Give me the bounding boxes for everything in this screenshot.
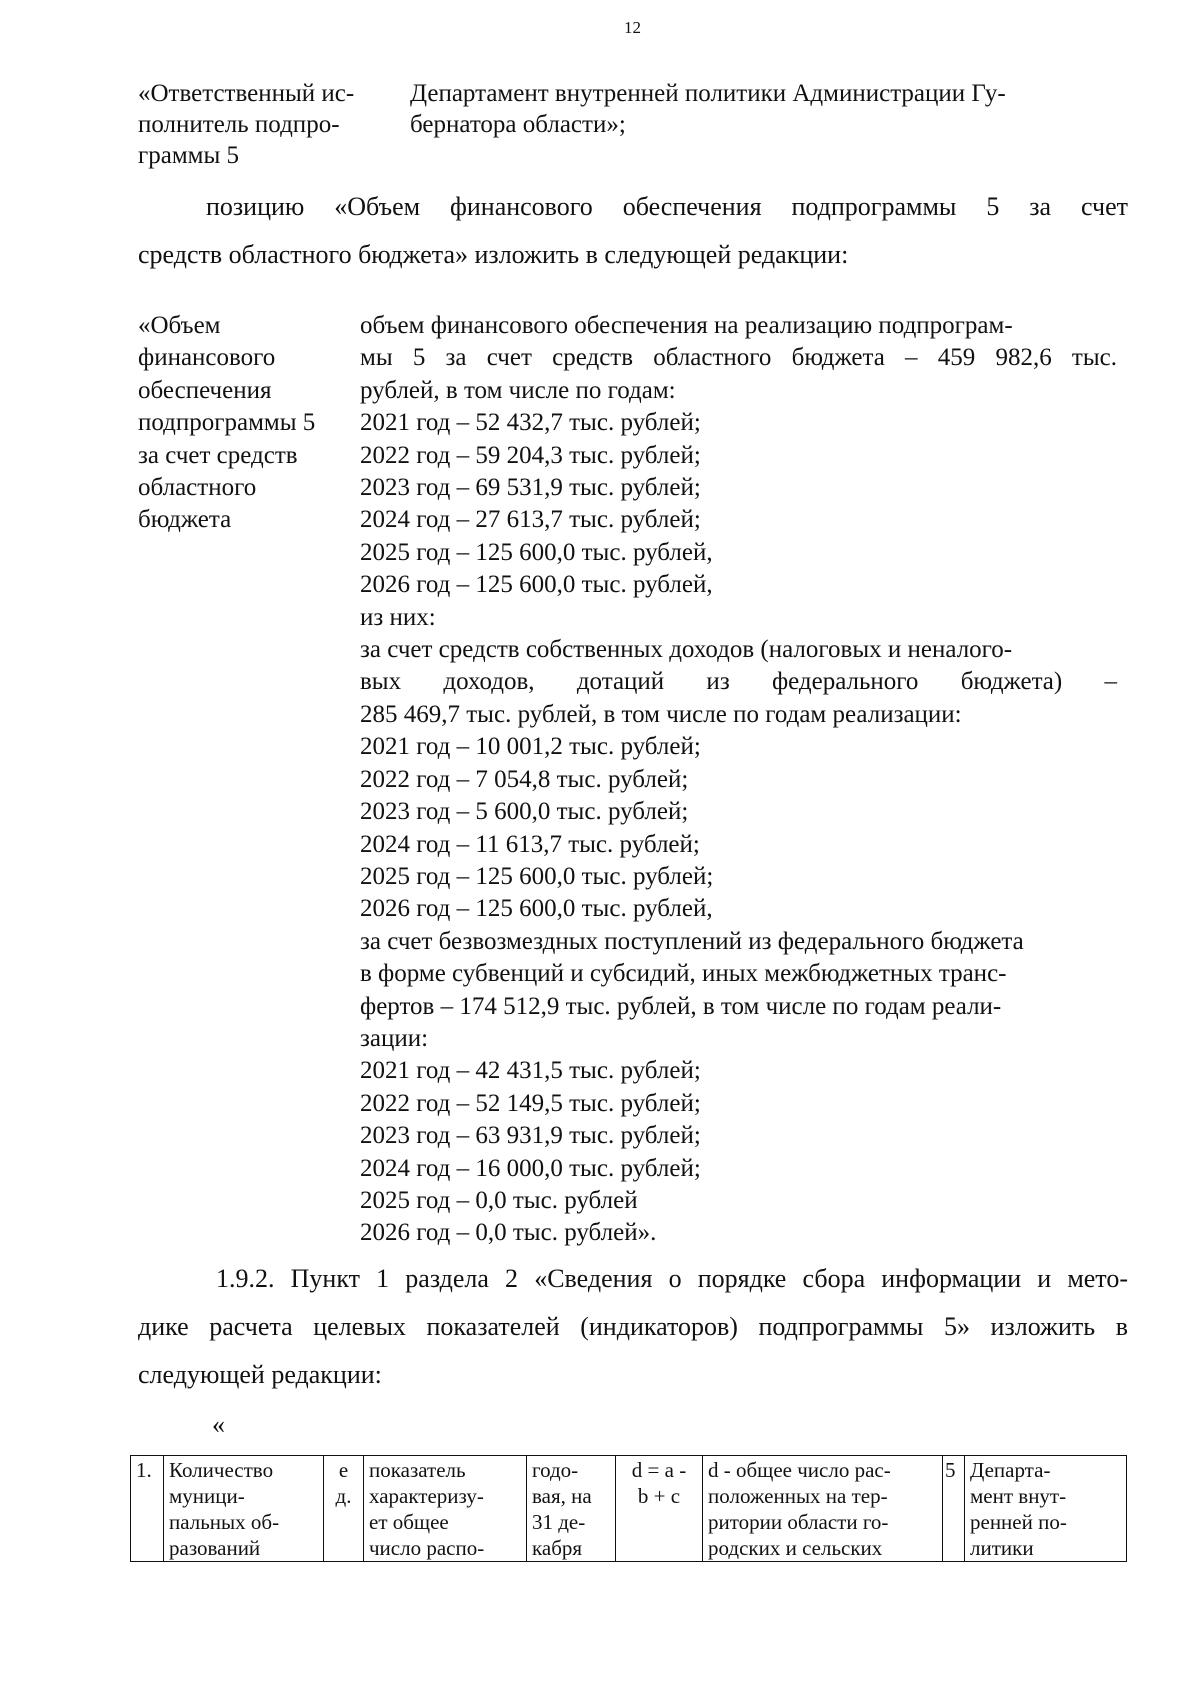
intro-paragraph: [138, 183, 1128, 279]
opening-quote: «: [212, 1410, 225, 1439]
value-line: Департамент внутренней политики Администрации Гу-: [410, 80, 1006, 107]
financing-line: 2021 год – 10 001,2 тыс. рублей;: [360, 733, 701, 761]
unit-cell: [324, 1456, 364, 1562]
cell-line: d = a -: [631, 1458, 687, 1482]
cell-line: Департа-: [970, 1458, 1051, 1482]
item-paragraph: [138, 1255, 1128, 1399]
financing-line: 2026 год – 125 600,0 тыс. рублей,: [360, 571, 713, 599]
cell-line: мент внут-: [970, 1484, 1067, 1508]
financing-line: из них:: [360, 603, 436, 631]
label-line: областного: [138, 474, 257, 502]
cell-line: муници-: [169, 1484, 245, 1508]
financing-line: 2024 год – 27 613,7 тыс. рублей;: [360, 506, 701, 534]
financing-line: рублей, в том числе по годам:: [360, 376, 676, 404]
cell-line: ренней по-: [970, 1510, 1067, 1534]
cell-line: кабря: [532, 1536, 583, 1560]
label-line: бюджета: [138, 506, 232, 534]
financing-line: 2021 год – 42 431,5 тыс. рублей;: [360, 1057, 701, 1085]
indicator-name-cell: [164, 1456, 324, 1562]
financing-line: в форме субвенций и субсидий, иных межбюджетных транс-: [360, 960, 1007, 988]
financing-line: 2022 год – 59 204,3 тыс. рублей;: [360, 441, 701, 469]
label-line: обеспечения: [138, 376, 272, 404]
cell-line: b + c: [637, 1484, 681, 1508]
cell-line: годо-: [532, 1458, 579, 1482]
cell-line: ет общее: [369, 1510, 449, 1534]
financing-line: 2025 год – 125 600,0 тыс. рублей;: [360, 862, 714, 890]
row-number-cell: 1.: [131, 1456, 164, 1562]
financing-line: 2024 год – 11 613,7 тыс. рублей;: [360, 830, 700, 858]
cell-line: е: [338, 1458, 349, 1482]
financing-label: [138, 310, 348, 537]
paragraph-line: средств областного бюджета» изложить в следующей редакции:: [138, 240, 849, 269]
cell-line: показатель: [369, 1458, 466, 1482]
label-line: финансового: [138, 344, 276, 372]
label-line: «Ответственный ис-: [138, 80, 355, 107]
cell-line: д.: [335, 1484, 352, 1508]
financing-line: 2026 год – 0,0 тыс. рублей».: [360, 1219, 657, 1247]
table-row: [131, 1456, 1127, 1562]
cell-line: ритории области го-: [708, 1510, 889, 1534]
cell-line: разований: [169, 1536, 261, 1560]
financing-line: объем финансового обеспечения на реализацию подпрограм-: [360, 312, 1013, 339]
financing-line: 2022 год – 52 149,5 тыс. рублей;: [360, 1089, 701, 1117]
responsible-executor-value: [410, 78, 1130, 140]
financing-line: фертов – 174 512,9 тыс. рублей, в том числе по годам реали-: [360, 992, 1002, 1020]
financing-line: за счет средств собственных доходов (налоговых и неналого-: [360, 636, 1013, 664]
cell-line: 31 де-: [532, 1510, 586, 1534]
paragraph-line: дике расчета целевых показателей (индикаторов) подпрограммы 5» изложить в: [138, 1312, 1128, 1341]
definition-cell: [364, 1456, 527, 1562]
label-line: подпрограммы 5: [138, 409, 316, 437]
financing-line: 2023 год – 69 531,9 тыс. рублей;: [360, 474, 701, 502]
formula-cell: [616, 1456, 703, 1562]
financing-line: 2025 год – 125 600,0 тыс. рублей,: [360, 538, 713, 566]
method-cell: 5: [943, 1456, 965, 1562]
financing-line: 2021 год – 52 432,7 тыс. рублей;: [360, 409, 701, 437]
cell-line: родских и сельских: [708, 1536, 883, 1560]
financing-line: 2024 год – 16 000,0 тыс. рублей;: [360, 1154, 701, 1182]
cell-line: вая, на: [532, 1484, 592, 1508]
paragraph-line: 1.9.2. Пункт 1 раздела 2 «Сведения о порядке сбора информации и мето-: [216, 1264, 1128, 1293]
cell-line: d - общее число рас-: [708, 1458, 891, 1482]
variables-cell: [703, 1456, 943, 1562]
responsible-cell: [965, 1456, 1127, 1562]
financing-line: 2026 год – 125 600,0 тыс. рублей,: [360, 895, 713, 923]
financing-line: 2025 год – 0,0 тыс. рублей: [360, 1186, 638, 1214]
label-line: «Объем: [138, 312, 221, 339]
paragraph-line: позицию «Объем финансового обеспечения подпрограммы 5 за счет: [206, 192, 1128, 221]
financing-line: 285 469,7 тыс. рублей, в том числе по годам реализации:: [360, 700, 962, 728]
cell-line: Количество: [169, 1458, 274, 1482]
cell-line: характеризу-: [369, 1484, 484, 1508]
cell-line: число распо-: [369, 1536, 485, 1560]
periodicity-cell: [527, 1456, 616, 1562]
label-line: граммы 5: [138, 142, 240, 169]
indicator-table: [130, 1455, 1127, 1562]
label-line: полнитель подпро-: [138, 111, 340, 138]
page-number: 12: [624, 18, 641, 37]
cell-line: положенных на тер-: [708, 1484, 888, 1508]
label-line: за счет средств: [138, 441, 298, 469]
financing-line: вых доходов, дотаций из федерального бюджета) –: [360, 668, 1117, 696]
financing-line: 2022 год – 7 054,8 тыс. рублей;: [360, 765, 689, 793]
cell-line: литики: [970, 1536, 1034, 1560]
cell-line: пальных об-: [169, 1510, 280, 1534]
financing-body: [360, 310, 1117, 1250]
financing-line: 2023 год – 63 931,9 тыс. рублей;: [360, 1122, 701, 1150]
paragraph-line: следующей редакции:: [138, 1360, 382, 1389]
financing-line: за счет безвозмездных поступлений из федерального бюджета: [360, 927, 1024, 955]
value-line: бернатора области»;: [410, 111, 626, 138]
responsible-executor-label: [138, 78, 368, 171]
financing-line: мы 5 за счет средств областного бюджета – 459 982,6 тыс.: [360, 344, 1117, 372]
financing-line: 2023 год – 5 600,0 тыс. рублей;: [360, 798, 689, 826]
financing-line: зации:: [360, 1024, 429, 1052]
